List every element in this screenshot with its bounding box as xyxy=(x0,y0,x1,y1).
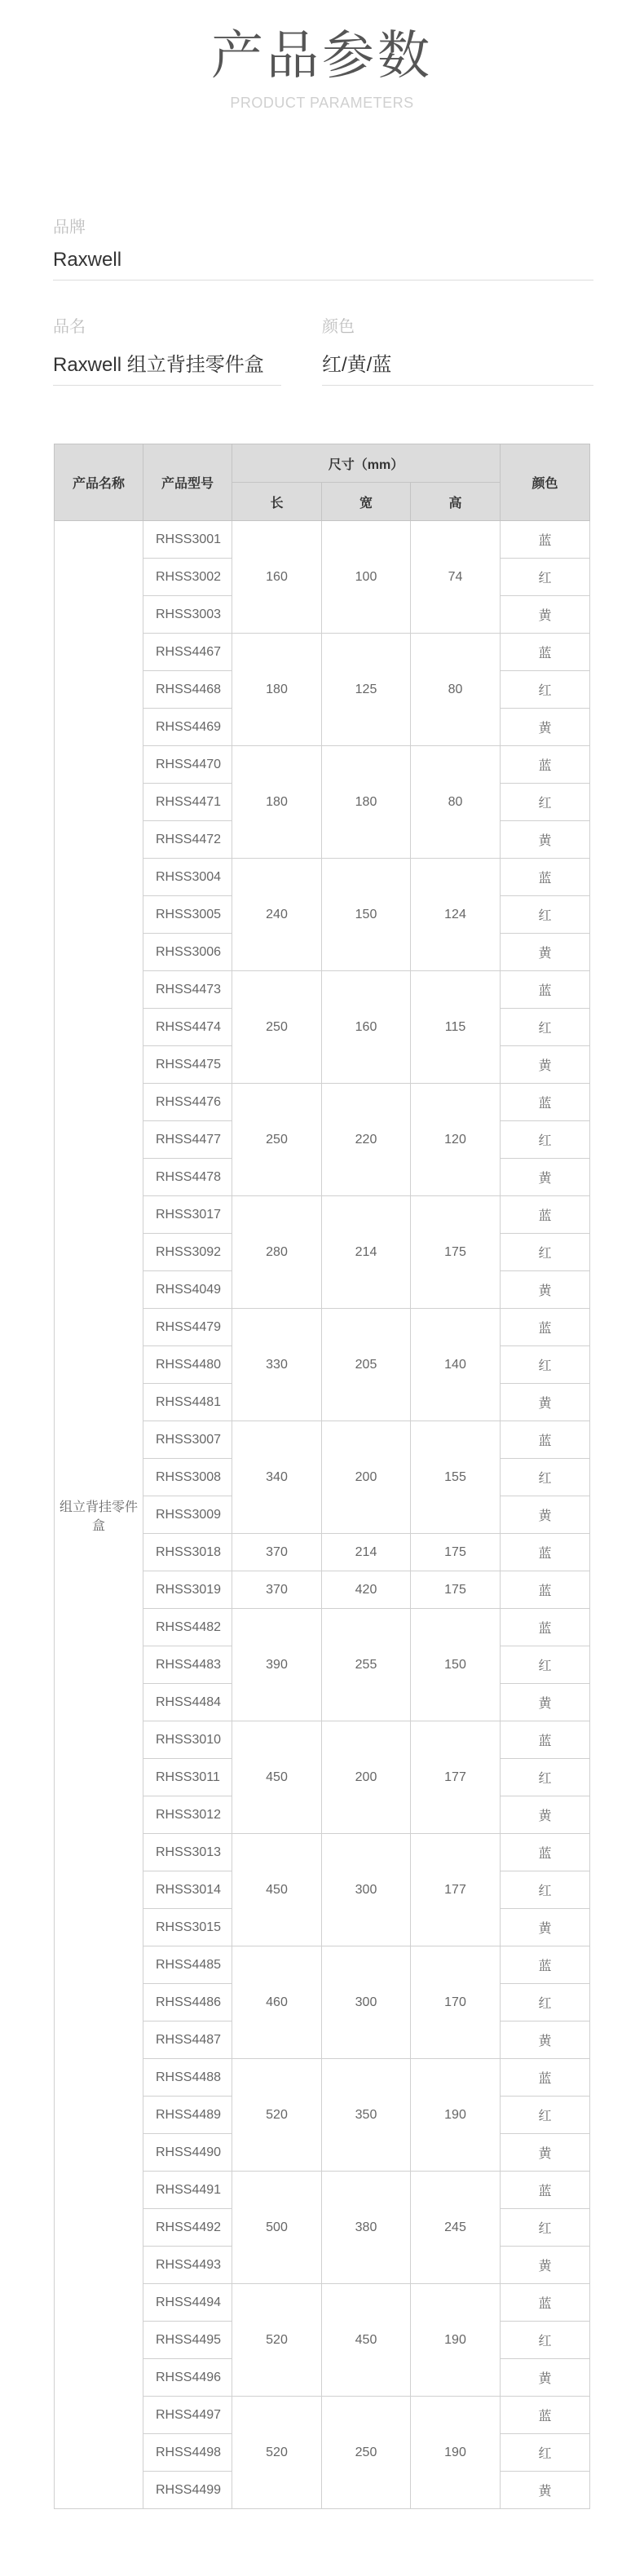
length-cell: 520 xyxy=(232,2397,322,2509)
color-cell: 蓝 xyxy=(501,746,590,784)
length-cell: 370 xyxy=(232,1571,322,1609)
height-cell: 124 xyxy=(411,859,501,971)
model-cell: RHSS3010 xyxy=(143,1721,232,1759)
color-cell: 黄 xyxy=(501,1684,590,1721)
color-cell: 黄 xyxy=(501,709,590,746)
width-cell: 150 xyxy=(322,859,411,971)
model-cell: RHSS4049 xyxy=(143,1271,232,1309)
model-cell: RHSS3015 xyxy=(143,1909,232,1946)
model-cell: RHSS3019 xyxy=(143,1571,232,1609)
color-cell: 黄 xyxy=(501,934,590,971)
parameters-table xyxy=(54,444,590,2509)
color-cell: 蓝 xyxy=(501,1084,590,1121)
height-cell: 175 xyxy=(411,1534,501,1571)
model-cell: RHSS4490 xyxy=(143,2134,232,2172)
model-cell: RHSS4470 xyxy=(143,746,232,784)
width-cell: 380 xyxy=(322,2172,411,2284)
color-label: 颜色 xyxy=(322,318,355,336)
color-cell: 蓝 xyxy=(501,2172,590,2209)
model-cell: RHSS3008 xyxy=(143,1459,232,1496)
width-cell: 220 xyxy=(322,1084,411,1196)
model-cell: RHSS3018 xyxy=(143,1534,232,1571)
color-cell: 红 xyxy=(501,559,590,596)
model-cell: RHSS3092 xyxy=(143,1234,232,1271)
model-cell: RHSS3011 xyxy=(143,1759,232,1796)
color-cell: 黄 xyxy=(501,596,590,634)
model-cell: RHSS3004 xyxy=(143,859,232,896)
width-cell: 100 xyxy=(322,521,411,634)
height-cell: 175 xyxy=(411,1571,501,1609)
length-cell: 390 xyxy=(232,1609,322,1721)
color-field xyxy=(322,313,593,386)
color-cell: 红 xyxy=(501,2322,590,2359)
color-cell: 红 xyxy=(501,1759,590,1796)
color-cell: 红 xyxy=(501,1346,590,1384)
model-cell: RHSS4498 xyxy=(143,2434,232,2472)
model-cell: RHSS3003 xyxy=(143,596,232,634)
header-color: 颜色 xyxy=(501,444,590,521)
height-cell: 177 xyxy=(411,1834,501,1946)
width-cell: 214 xyxy=(322,1534,411,1571)
model-cell: RHSS4473 xyxy=(143,971,232,1009)
model-cell: RHSS3017 xyxy=(143,1196,232,1234)
color-cell: 红 xyxy=(501,896,590,934)
header-product-name: 产品名称 xyxy=(55,444,143,521)
header-height: 高 xyxy=(411,483,501,521)
color-cell: 黄 xyxy=(501,2021,590,2059)
color-cell: 蓝 xyxy=(501,1571,590,1609)
model-cell: RHSS4496 xyxy=(143,2359,232,2397)
model-cell: RHSS4479 xyxy=(143,1309,232,1346)
height-cell: 74 xyxy=(411,521,501,634)
color-cell: 黄 xyxy=(501,1496,590,1534)
model-cell: RHSS4472 xyxy=(143,821,232,859)
length-cell: 370 xyxy=(232,1534,322,1571)
model-cell: RHSS4477 xyxy=(143,1121,232,1159)
color-cell: 蓝 xyxy=(501,521,590,559)
width-cell: 450 xyxy=(322,2284,411,2397)
color-cell: 红 xyxy=(501,784,590,821)
model-cell: RHSS4489 xyxy=(143,2097,232,2134)
color-cell: 黄 xyxy=(501,1046,590,1084)
width-cell: 200 xyxy=(322,1421,411,1534)
header-model: 产品型号 xyxy=(143,444,232,521)
color-cell: 蓝 xyxy=(501,1834,590,1871)
width-cell: 420 xyxy=(322,1571,411,1609)
width-cell: 200 xyxy=(322,1721,411,1834)
color-cell: 红 xyxy=(501,1646,590,1684)
length-cell: 450 xyxy=(232,1834,322,1946)
color-cell: 蓝 xyxy=(501,634,590,671)
model-cell: RHSS4476 xyxy=(143,1084,232,1121)
length-cell: 250 xyxy=(232,1084,322,1196)
width-cell: 205 xyxy=(322,1309,411,1421)
model-cell: RHSS3009 xyxy=(143,1496,232,1534)
length-cell: 450 xyxy=(232,1721,322,1834)
length-cell: 280 xyxy=(232,1196,322,1309)
color-cell: 黄 xyxy=(501,821,590,859)
length-cell: 160 xyxy=(232,521,322,634)
color-cell: 黄 xyxy=(501,1384,590,1421)
model-cell: RHSS3014 xyxy=(143,1871,232,1909)
model-cell: RHSS4491 xyxy=(143,2172,232,2209)
color-cell: 蓝 xyxy=(501,2284,590,2322)
model-cell: RHSS4480 xyxy=(143,1346,232,1384)
height-cell: 175 xyxy=(411,1196,501,1309)
model-cell: RHSS4485 xyxy=(143,1946,232,1984)
color-cell: 黄 xyxy=(501,2472,590,2509)
model-cell: RHSS4467 xyxy=(143,634,232,671)
color-cell: 蓝 xyxy=(501,2397,590,2434)
color-cell: 黄 xyxy=(501,1271,590,1309)
model-cell: RHSS4494 xyxy=(143,2284,232,2322)
width-cell: 350 xyxy=(322,2059,411,2172)
width-cell: 255 xyxy=(322,1609,411,1721)
model-cell: RHSS3012 xyxy=(143,1796,232,1834)
model-cell: RHSS3005 xyxy=(143,896,232,934)
model-cell: RHSS3013 xyxy=(143,1834,232,1871)
height-cell: 170 xyxy=(411,1946,501,2059)
product-name-cell: 组立背挂零件盒 xyxy=(55,521,143,2509)
color-cell: 黄 xyxy=(501,1909,590,1946)
color-cell: 蓝 xyxy=(501,1946,590,1984)
color-cell: 蓝 xyxy=(501,1721,590,1759)
color-cell: 红 xyxy=(501,1871,590,1909)
model-cell: RHSS4475 xyxy=(143,1046,232,1084)
color-cell: 红 xyxy=(501,671,590,709)
width-cell: 125 xyxy=(322,634,411,746)
width-cell: 250 xyxy=(322,2397,411,2509)
length-cell: 240 xyxy=(232,859,322,971)
color-value: 红/黄/蓝 xyxy=(322,337,593,386)
width-cell: 214 xyxy=(322,1196,411,1309)
width-cell: 180 xyxy=(322,746,411,859)
color-cell: 黄 xyxy=(501,1796,590,1834)
length-cell: 330 xyxy=(232,1309,322,1421)
height-cell: 177 xyxy=(411,1721,501,1834)
length-cell: 460 xyxy=(232,1946,322,2059)
model-cell: RHSS4483 xyxy=(143,1646,232,1684)
width-cell: 300 xyxy=(322,1946,411,2059)
width-cell: 300 xyxy=(322,1834,411,1946)
color-cell: 红 xyxy=(501,1234,590,1271)
brand-value: Raxwell xyxy=(53,237,593,281)
model-cell: RHSS4493 xyxy=(143,2247,232,2284)
header-width: 宽 xyxy=(322,483,411,521)
model-cell: RHSS4488 xyxy=(143,2059,232,2097)
color-cell: 红 xyxy=(501,1121,590,1159)
height-cell: 190 xyxy=(411,2284,501,2397)
width-cell: 160 xyxy=(322,971,411,1084)
model-cell: RHSS4478 xyxy=(143,1159,232,1196)
model-cell: RHSS4471 xyxy=(143,784,232,821)
height-cell: 80 xyxy=(411,746,501,859)
length-cell: 500 xyxy=(232,2172,322,2284)
model-cell: RHSS4481 xyxy=(143,1384,232,1421)
model-cell: RHSS4474 xyxy=(143,1009,232,1046)
header-length: 长 xyxy=(232,483,322,521)
color-cell: 红 xyxy=(501,1984,590,2021)
color-cell: 蓝 xyxy=(501,1421,590,1459)
page-subtitle: PRODUCT PARAMETERS xyxy=(230,95,414,111)
color-cell: 蓝 xyxy=(501,971,590,1009)
model-cell: RHSS4468 xyxy=(143,671,232,709)
product-name-field xyxy=(53,313,281,386)
model-cell: RHSS4482 xyxy=(143,1609,232,1646)
length-cell: 520 xyxy=(232,2059,322,2172)
model-cell: RHSS4492 xyxy=(143,2209,232,2247)
height-cell: 120 xyxy=(411,1084,501,1196)
height-cell: 190 xyxy=(411,2397,501,2509)
table-row xyxy=(55,521,590,559)
height-cell: 190 xyxy=(411,2059,501,2172)
length-cell: 180 xyxy=(232,634,322,746)
model-cell: RHSS4487 xyxy=(143,2021,232,2059)
brand-label: 品牌 xyxy=(53,219,86,236)
model-cell: RHSS3007 xyxy=(143,1421,232,1459)
model-cell: RHSS4484 xyxy=(143,1684,232,1721)
product-name-value: Raxwell 组立背挂零件盒 xyxy=(53,337,281,386)
color-cell: 黄 xyxy=(501,2134,590,2172)
length-cell: 520 xyxy=(232,2284,322,2397)
color-cell: 红 xyxy=(501,2434,590,2472)
page-title: 产品参数 xyxy=(211,26,433,85)
color-cell: 蓝 xyxy=(501,1196,590,1234)
model-cell: RHSS4486 xyxy=(143,1984,232,2021)
color-cell: 黄 xyxy=(501,2359,590,2397)
color-cell: 蓝 xyxy=(501,1534,590,1571)
height-cell: 140 xyxy=(411,1309,501,1421)
length-cell: 250 xyxy=(232,971,322,1084)
length-cell: 340 xyxy=(232,1421,322,1534)
color-cell: 蓝 xyxy=(501,1309,590,1346)
model-cell: RHSS4499 xyxy=(143,2472,232,2509)
color-cell: 红 xyxy=(501,1009,590,1046)
height-cell: 150 xyxy=(411,1609,501,1721)
color-cell: 红 xyxy=(501,2097,590,2134)
brand-field xyxy=(53,214,593,281)
height-cell: 155 xyxy=(411,1421,501,1534)
color-cell: 红 xyxy=(501,2209,590,2247)
product-name-label: 品名 xyxy=(53,318,86,336)
height-cell: 80 xyxy=(411,634,501,746)
color-cell: 蓝 xyxy=(501,859,590,896)
model-cell: RHSS4497 xyxy=(143,2397,232,2434)
model-cell: RHSS3002 xyxy=(143,559,232,596)
model-cell: RHSS4469 xyxy=(143,709,232,746)
color-cell: 红 xyxy=(501,1459,590,1496)
color-cell: 蓝 xyxy=(501,2059,590,2097)
height-cell: 245 xyxy=(411,2172,501,2284)
model-cell: RHSS3006 xyxy=(143,934,232,971)
model-cell: RHSS3001 xyxy=(143,521,232,559)
table-body xyxy=(55,521,590,2509)
model-cell: RHSS4495 xyxy=(143,2322,232,2359)
color-cell: 黄 xyxy=(501,1159,590,1196)
length-cell: 180 xyxy=(232,746,322,859)
height-cell: 115 xyxy=(411,971,501,1084)
color-cell: 黄 xyxy=(501,2247,590,2284)
color-cell: 蓝 xyxy=(501,1609,590,1646)
header-size: 尺寸（mm） xyxy=(232,444,501,483)
